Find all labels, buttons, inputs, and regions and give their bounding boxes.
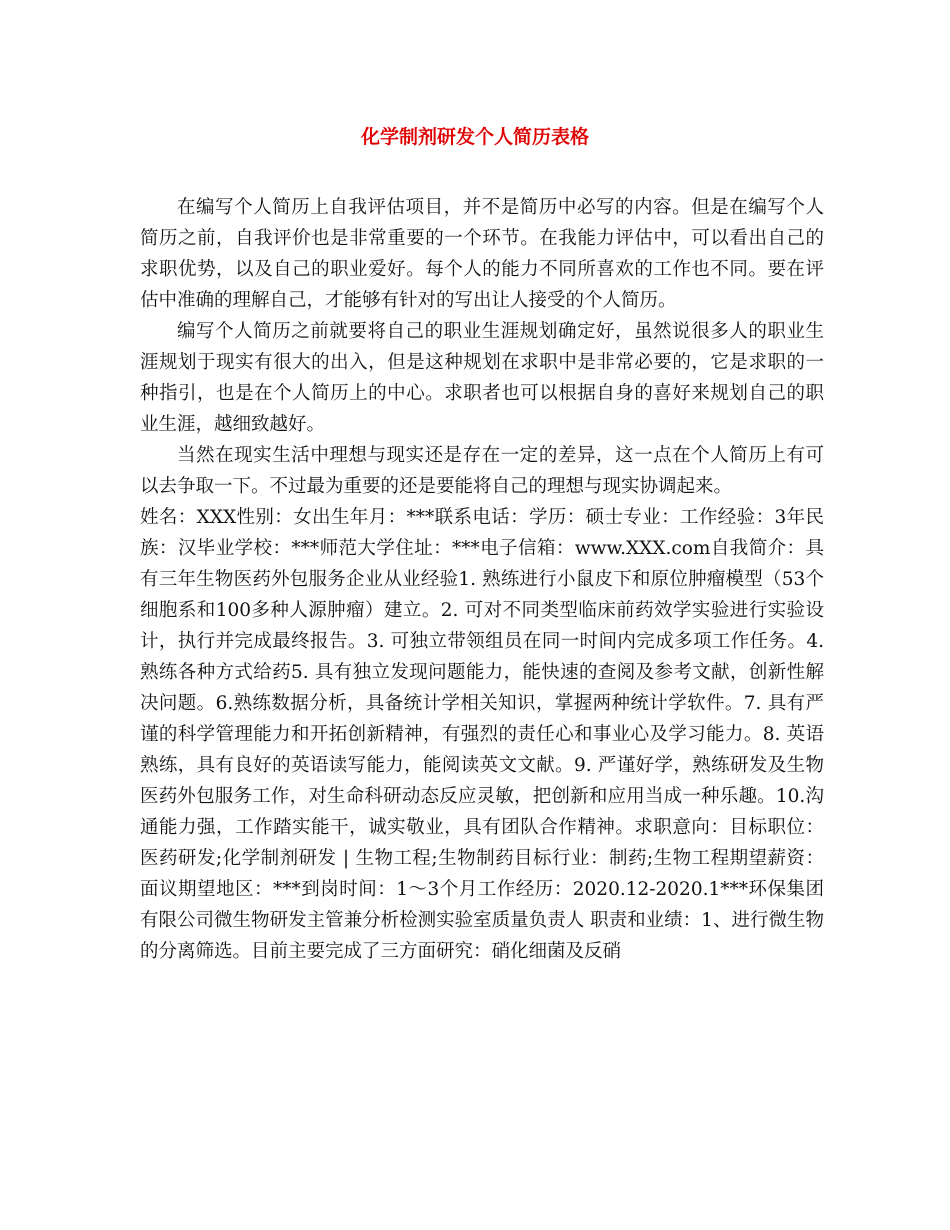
- paragraph-2: 编写个人简历之前就要将自己的职业生涯规划确定好，虽然说很多人的职业生涯规划于现实有很大的出入，但是这种规划在求职中是非常必要的，它是求职的一种指引，也是在个人简历上的中心。求职者也可以根据自身的喜好来规划自己的职业生涯，越细致越好。: [140, 321, 824, 435]
- resume-profile-text: 姓名：XXX性别：女出生年月：***联系电话：学历：硕士专业：工作经验：3年民族：汉毕业学校：***师范大学住址：***电子信箱：www.XXX.com自我简介：具有三年生物医药外包服务企业从业经验1. 熟练进行小鼠皮下和原位肿瘤模型（53个细胞系和100多种人源肿瘤）建立。2. 可对不同类型临床前药效学实验进行实验设计，执行并完成最终报告。3. 可独立带领组员在同一时间内完成多项工作任务。4.熟练各种方式给药5. 具有独立发现问题能力，能快速的查阅及参考文献，创新性解决问题。6.熟练数据分析，具备统计学相关知识，掌握两种统计学软件。7. 具有严谨的科学管理能力和开拓创新精神，有强烈的责任心和事业心及学习能力。8. 英语熟练，具有良好的英语读写能力，能阅读英文文献。9. 严谨好学，熟练研发及生物医药外包服务工作，对生命科研动态反应灵敏，把创新和应用当成一种乐趣。10.沟通能力强，工作踏实能干，诚实敬业，具有团队合作精神。求职意向：目标职位：医药研发;化学制剂研发 | 生物工程;生物制药目标行业：制药;生物工程期望薪资：面议期望地区：***到岗时间：1～3个月工作经历：2020.12-2020.1***环保集团有限公司微生物研发主管兼分析检测实验室质量负责人 职责和业绩：1、进行微生物的分离筛选。目前主要完成了三方面研究：硝化细菌及反硝: [140, 507, 824, 962]
- paragraph-3: 当然在现实生活中理想与现实还是存在一定的差异，这一点在个人简历上有可以去争取一下。不过最为重要的还是要能将自己的理想与现实协调起来。: [140, 445, 824, 497]
- paragraph-1: 在编写个人简历上自我评估项目，并不是简历中必写的内容。但是在编写个人简历之前，自我评价也是非常重要的一个环节。在我能力评估中，可以看出自己的求职优势，以及自己的职业爱好。每个人的能力不同所喜欢的工作也不同。要在评估中准确的理解自己，才能够有针对的写出让人接受的个人简历。: [140, 197, 824, 311]
- document-title: 化学制剂研发个人简历表格: [360, 126, 589, 148]
- document-body: [140, 192, 824, 967]
